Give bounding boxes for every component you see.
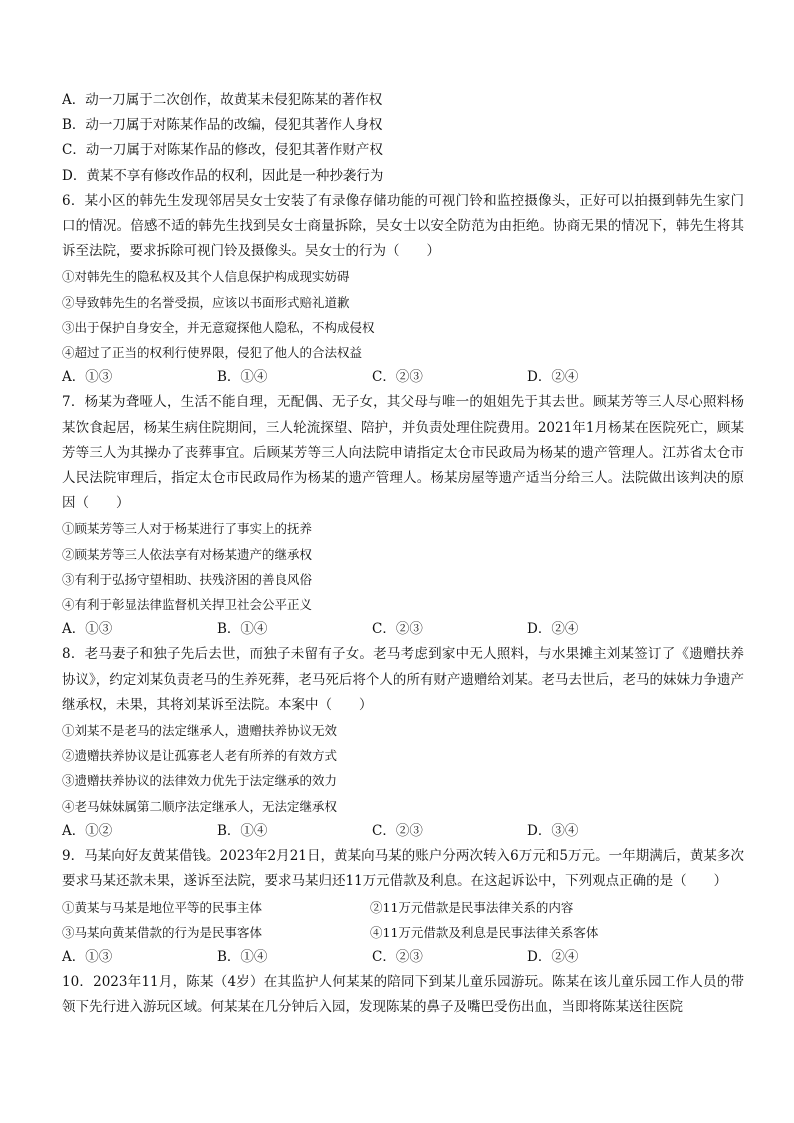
- q7-item-4: ④有利于彰显法律监督机关捍卫社会公平正义: [62, 597, 313, 613]
- question-7: [62, 390, 744, 642]
- q5-option-a: A．动一刀属于二次创作，故黄某未侵犯陈某的著作权: [62, 92, 383, 108]
- q8-item-4: ④老马妹妹属第二顺序法定继承人，无法定继承权: [62, 798, 338, 814]
- q6-item-1: ①对韩先生的隐私权及其个人信息保护构成现实妨碍: [62, 269, 350, 285]
- q7-item-2: ②顾某芳等三人依法享有对杨某遗产的继承权: [62, 546, 313, 562]
- q7-choice-d: D．②④: [527, 621, 579, 638]
- q9-choice-c: C．②③: [372, 948, 423, 965]
- q9-choice-b: B．①④: [217, 948, 268, 965]
- q9-choices: [62, 945, 744, 970]
- q7-choice-a: A．①③: [62, 621, 113, 638]
- q6-choice-d: D．②④: [527, 369, 579, 386]
- q9-item-4: ④11万元借款及利息是民事法律关系客体: [370, 924, 599, 940]
- q6-item-3: ③出于保护自身安全，并无意窥探他人隐私，不构成侵权: [62, 319, 375, 335]
- q9-items-row-2: [62, 920, 744, 945]
- q8-choice-a: A．①②: [62, 822, 113, 839]
- q5-options: [62, 88, 744, 189]
- q8-choice-b: B．①④: [217, 822, 268, 839]
- question-8: [62, 642, 744, 844]
- q8-choices: [62, 819, 744, 844]
- q9-item-3: ③马某向黄某借款的行为是民事客体: [62, 924, 263, 940]
- q7-stem: 7．杨某为聋哑人，生活不能自理，无配偶、无子女，其父母与唯一的姐姐先于其去世。顾某芳等三人尽心照料杨某饮食起居，杨某生病住院期间，三人轮流探望、陪护，并负责处理住院费用。2021年1月杨某在医院死亡，顾某芳等三人为其操办了丧葬事宜。后顾某芳等三人向法院申请指定太仓市民政局为杨某的遗产管理人。江苏省太仓市人民法院审理后，指定太仓市民政局作为杨某的遗产管理人。杨某房屋等遗产适当分给三人。法院做出该判决的原因（ ）: [62, 394, 744, 512]
- q6-choice-a: A．①③: [62, 369, 113, 386]
- q9-choice-a: A．①③: [62, 948, 113, 965]
- q7-choice-c: C．②③: [372, 621, 423, 638]
- q7-choices: [62, 617, 744, 642]
- q6-item-4: ④超过了正当的权利行使界限，侵犯了他人的合法权益: [62, 345, 363, 361]
- q9-item-2: ②11万元借款是民事法律关系的内容: [370, 899, 574, 915]
- question-10: [62, 970, 744, 1020]
- q8-stem: 8．老马妻子和独子先后去世，而独子未留有子女。老马考虑到家中无人照料，与水果摊主刘某签订了《遗赠扶养协议》，约定刘某负责老马的生养死葬，老马死后将个人的所有财产遗赠给刘某。老马去世后，老马的妹妹力争遗产继承权，未果，其将刘某诉至法院。本案中（ ）: [62, 646, 744, 713]
- question-9: [62, 844, 744, 970]
- q9-stem: 9．马某向好友黄某借钱。2023年2月21日，黄某向马某的账户分两次转入6万元和5万元。一年期满后，黄某多次要求马某还款未果，遂诉至法院，要求马某归还11万元借款及利息。在这起诉讼中，下列观点正确的是（ ）: [62, 848, 744, 890]
- q9-item-1: ①黄某与马某是地位平等的民事主体: [62, 899, 263, 915]
- q6-stem: 6．某小区的韩先生发现邻居吴女士安装了有录像存储功能的可视门铃和监控摄像头，正好可以拍摄到韩先生家门口的情况。倍感不适的韩先生找到吴女士商量拆除，吴女士以安全防范为由拒绝。协商无果的情况下，韩先生将其诉至法院，要求拆除可视门铃及摄像头。吴女士的行为（ ）: [62, 192, 744, 260]
- q10-stem: 10．2023年11月，陈某（4岁）在其监护人何某某的陪同下到某儿童乐园游玩。陈某在该儿童乐园工作人员的带领下先行进入游玩区域。何某某在几分钟后入园，发现陈某的鼻子及嘴巴受伤出血，当即将陈某送往医院: [62, 974, 744, 1016]
- q6-choice-b: B．①④: [217, 369, 268, 386]
- q9-choice-d: D．②④: [527, 948, 579, 965]
- q5-option-d: D．黄某不享有修改作品的权利，因此是一种抄袭行为: [62, 167, 384, 184]
- q8-item-1: ①刘某不是老马的法定继承人，遗赠扶养协议无效: [62, 723, 338, 739]
- q9-items-row-1: [62, 895, 744, 920]
- q7-choice-b: B．①④: [217, 621, 268, 638]
- q5-option-c: C．动一刀属于对陈某作品的修改，侵犯其著作财产权: [62, 142, 383, 159]
- q8-item-3: ③遗赠扶养协议的法律效力优先于法定继承的效力: [62, 773, 338, 789]
- q7-item-3: ③有利于弘扬守望相助、扶残济困的善良风俗: [62, 571, 313, 587]
- q5-option-b: B．动一刀属于对陈某作品的改编，侵犯其著作人身权: [62, 117, 383, 134]
- q8-choice-c: C．②③: [372, 822, 423, 839]
- q8-choice-d: D．③④: [527, 822, 579, 839]
- q6-choice-c: C．②③: [372, 369, 423, 386]
- q8-item-2: ②遗赠扶养协议是让孤寡老人老有所养的有效方式: [62, 748, 338, 764]
- q6-choices: [62, 365, 744, 390]
- q7-item-1: ①顾某芳等三人对于杨某进行了事实上的抚养: [62, 521, 313, 537]
- q6-item-2: ②导致韩先生的名誉受损，应该以书面形式赔礼道歉: [62, 294, 350, 310]
- question-6: [62, 189, 744, 391]
